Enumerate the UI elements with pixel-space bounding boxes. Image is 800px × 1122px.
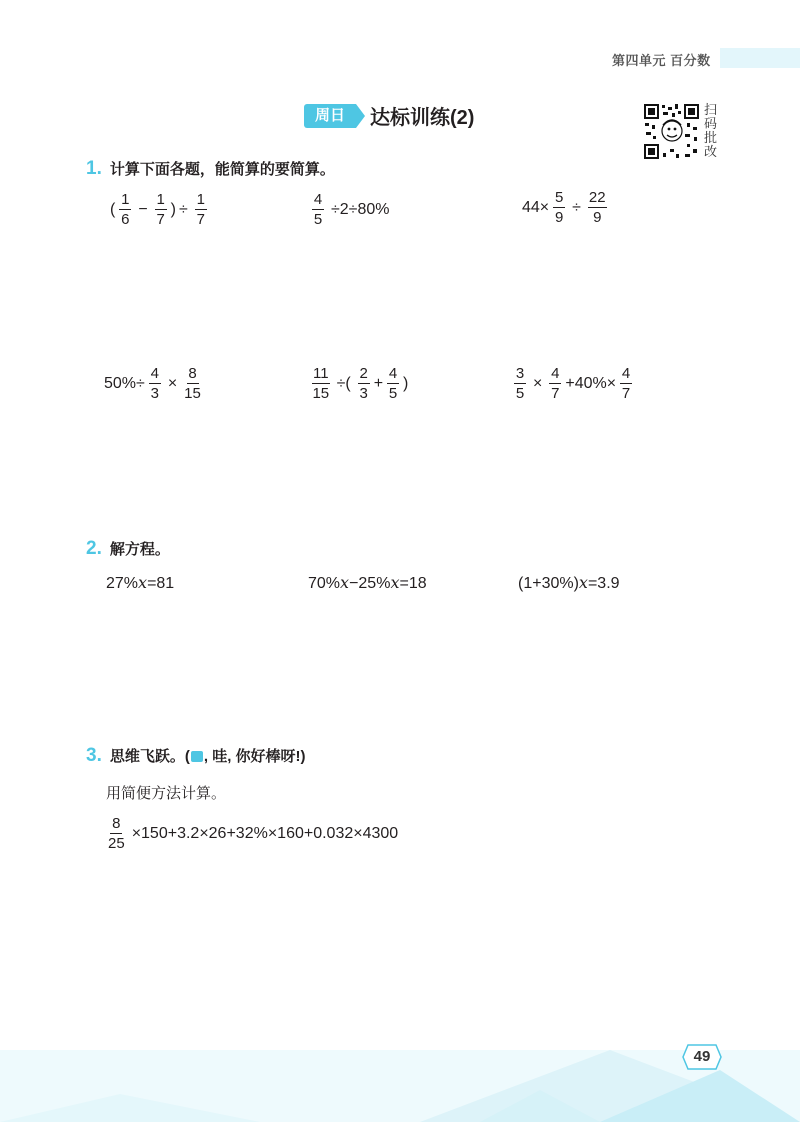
page-number: 49 — [693, 1048, 711, 1065]
fraction: $\frac{1}{7}$ — [196, 191, 205, 228]
fraction: $\frac{1}{6}$ — [121, 191, 130, 228]
page-title: 达标训练(2) — [370, 107, 475, 129]
day-badge-arrow — [356, 104, 365, 128]
fraction: $\frac{22}{9}$ — [588, 189, 606, 226]
q1-expression-5 — [308, 366, 408, 401]
paren-close: ) — [170, 200, 176, 218]
unit-header: 第四单元 百分数 — [612, 53, 711, 68]
footer-decoration — [0, 1050, 800, 1122]
day-badge: 周日 — [304, 104, 356, 128]
fraction: $\frac{4}{3}$ — [150, 365, 159, 402]
expression-text: +40%× — [565, 374, 617, 392]
fraction: $\frac{8}{25}$ — [108, 815, 125, 852]
fraction: $\frac{3}{5}$ — [515, 365, 525, 402]
q1-expression-3 — [522, 190, 611, 225]
fraction: $\frac{4}{7}$ — [551, 365, 560, 402]
header-band — [720, 48, 800, 68]
equation-3: (1+30%)x=3.9 — [518, 573, 620, 592]
question-1-number: 1. — [86, 158, 102, 179]
q1-expression-1 — [110, 192, 211, 227]
qr-scan-label: 扫码批改 — [704, 102, 718, 159]
plus-sign: + — [373, 374, 384, 392]
fraction: $\frac{4}{7}$ — [621, 365, 631, 402]
fraction: $\frac{2}{3}$ — [359, 365, 368, 402]
question-3-heading — [86, 745, 306, 767]
paren-open: ( — [110, 200, 116, 218]
question-2-heading — [86, 538, 170, 560]
times-sign: × — [533, 374, 543, 392]
thumbs-up-icon — [191, 751, 203, 762]
fraction: $\frac{8}{15}$ — [184, 365, 201, 402]
fraction: $\frac{1}{7}$ — [156, 191, 165, 228]
question-3-praise: , 哇, 你好棒呀!) — [203, 748, 306, 765]
question-1-prompt: 计算下面各题，能简算的要简算。 — [109, 161, 335, 178]
q1-expression-2 — [308, 192, 392, 227]
question-3-prompt: 思维飞跃。( — [109, 748, 190, 765]
question-1-heading — [86, 158, 335, 180]
fraction: $\frac{11}{15}$ — [312, 365, 330, 402]
fraction: $\frac{5}{9}$ — [554, 189, 564, 226]
fraction: $\frac{4}{5}$ — [313, 191, 323, 228]
equation-2: 70%x−25%x=18 — [308, 573, 427, 592]
expression-text: ×150+3.2×26+32%×160+0.032×4300 — [131, 824, 399, 842]
expression-text: ÷( — [336, 374, 351, 392]
question-3-subprompt: 用简便方法计算。 — [106, 785, 227, 802]
q3-expression — [104, 816, 401, 851]
question-3-number: 3. — [86, 745, 102, 766]
fraction: $\frac{4}{5}$ — [388, 365, 398, 402]
question-2-prompt: 解方程。 — [109, 541, 170, 558]
expression-text: 50%÷ — [104, 374, 145, 392]
expression-text: 44× — [522, 198, 550, 216]
qr-code-icon[interactable] — [643, 103, 700, 160]
q1-expression-6 — [510, 366, 636, 401]
minus-sign: − — [138, 200, 148, 218]
divide-sign: ÷ — [572, 198, 581, 216]
question-2-number: 2. — [86, 538, 102, 559]
divide-sign: ÷ — [179, 200, 188, 218]
q1-expression-4 — [104, 366, 205, 401]
paren-close: ) — [403, 374, 409, 392]
equation-1: 27%x=81 — [106, 573, 175, 592]
expression-text: ÷2÷80% — [331, 200, 390, 218]
times-sign: × — [167, 374, 178, 392]
